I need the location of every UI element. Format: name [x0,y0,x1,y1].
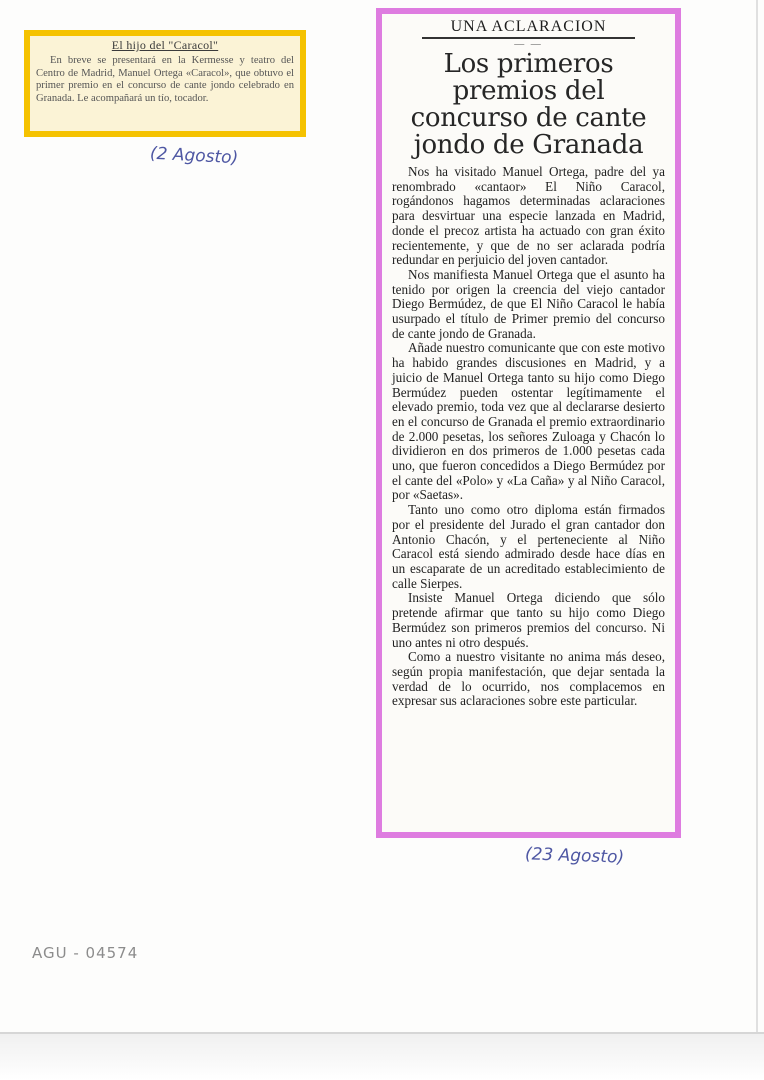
header-separator: — — [514,39,543,50]
clipping-small-paper [30,36,300,131]
clipping-main [376,8,681,838]
handwritten-date-first: (2 Agosto) [149,143,239,169]
scan-bottom-shadow [0,1034,764,1080]
article-paragraph: Nos ha visitado Manuel Ortega, padre del ya renombrado «cantaor» El Niño Caracol, rogándonos hagamos determinadas aclaraciones para desvirtuar una especie lanzada en Madrid, donde el precoz artista ha actuado con gran éxito recientemente, y que de no ser aclarada podría redundar en perjuicio del joven cantador. [392,164,665,268]
archive-code: AGU - 04574 [32,944,139,962]
page-edge-bottom [0,1032,764,1034]
article-paragraph: Insiste Manuel Ortega diciendo que sólo pretende afirmar que tanto su hijo como Diego Bermúdez son primeros premios del concurso. Ni uno antes ni otro después. [392,590,665,650]
clipping-small-title: El hijo del "Caracol" [111,38,219,52]
handwritten-date-second: (23 Agosto) [524,844,625,868]
clipping-small-body: En breve se presentará en la Kermesse y teatro del Centro de Madrid, Manuel Ortega «Caracol», que obtuvo el primer premio en el concurso de cante jondo celebrado en Granada. Le acompañará un tío, tocador. [36,55,294,104]
clipping-main-paper [382,14,675,832]
article-paragraph: Como a nuestro visitante no anima más deseo, según propia manifestación, que dejar sentada la verdad de lo ocurrido, nos complacemos en expresar sus aclaraciones sobre este particular. [392,649,665,709]
article-paragraph: Nos manifiesta Manuel Ortega que el asunto ha tenido por origen la creencia del viejo cantador Diego Bermúdez, de que El Niño Caracol le había usurpado el título de Primer premio del concurso de cante jondo de Granada. [392,266,665,341]
section-header: UNA ACLARACION [422,18,635,39]
clipping-small [24,30,306,137]
article-paragraph: Añade nuestro comunicante que con este motivo ha habido grandes discusiones en Madrid, y a juicio de Manuel Ortega tanto su hijo como Diego Bermúdez pueden ostentar legítimamente el elevado premio, toda vez que al declararse desierto en el concurso de Granada el premio extraordinario de 2.000 pesetas, los señores Zuloaga y Chacón lo dividieron en dos primeros de 1.000 pesetas cada uno, que fueron concedidos a Diego Bermúdez por el cante del «Polo» y «La Caña» y al Niño Caracol, por «Saetas». [392,340,665,503]
page-edge-right [756,0,758,1032]
article-paragraph: Tanto uno como otro diploma están firmados por el presidente del Jurado el gran cantador don Antonio Chacón, y el perteneciente al Niño Caracol está siendo admirado desde hace días en un escaparate de un acreditado establecimiento de calle Sierpes. [392,502,665,591]
article-headline: Los primeros premios del concurso de cante jondo de Granada [410,49,647,160]
